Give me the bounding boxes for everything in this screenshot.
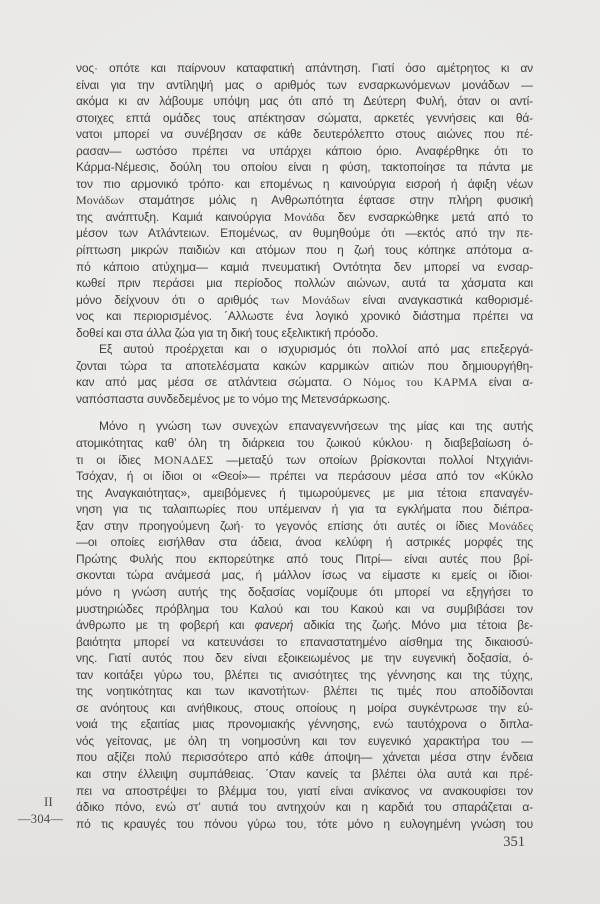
text-line bbox=[76, 601, 533, 618]
text-segment: ταν κοιτάξει γύρω του, βλέπει τις ανισότητες της γέννησης και της τύχης, bbox=[76, 667, 533, 682]
text-line bbox=[76, 567, 533, 584]
text-line bbox=[76, 60, 533, 77]
emphasis-serif: Μονάδων bbox=[76, 193, 125, 208]
text-line bbox=[76, 176, 533, 193]
text-segment: νατοι μπορεί να συνέβησαν σε κάθε δευτερόλεπτο στους αιώνες που πέ- bbox=[76, 127, 533, 142]
text-segment: βαιότητα μπορεί να κατευνάσει το επαναστατημένο αίσθημα της δικαιοσύ- bbox=[76, 634, 533, 649]
text-segment: πό κάποιο ατύχημα— καμιά πνευματική Οντότητα δεν μπορεί να ενσαρ- bbox=[76, 259, 533, 274]
text-line bbox=[76, 534, 533, 551]
text-line bbox=[76, 518, 533, 535]
text-line bbox=[76, 617, 533, 634]
text-segment: ακόμα κι αν λάβουμε υπόψη μας ότι από τη Δεύτερη Φυλή, όταν οι αντί- bbox=[76, 94, 533, 109]
text-line bbox=[76, 308, 533, 325]
text-segment: άνθρωπο με τη φοβερή και bbox=[76, 618, 255, 633]
text-line bbox=[76, 77, 533, 94]
text-line bbox=[76, 143, 533, 160]
text-line bbox=[76, 126, 533, 143]
text-block bbox=[76, 60, 533, 832]
text-line bbox=[76, 501, 533, 518]
paragraph bbox=[76, 418, 533, 832]
text-segment: της ανάπτυξη. Καμιά καινούργια bbox=[76, 209, 284, 224]
text-line bbox=[76, 418, 533, 435]
text-segment: κωθεί πριν περάσει μια περίοδος πολλών αιώνων, αυτά τα χάσματα και bbox=[76, 276, 533, 291]
text-line bbox=[76, 93, 533, 110]
text-segment: Τσόχαν, ή οι ίδιοι οι «Θεοί»— πρέπει να περάσουν μέσα από τον «Κύκλο bbox=[76, 469, 533, 484]
text-segment: Πρώτης Φυλής που εκπορεύτηκε από τους Πιτρί— είναι αυτές που βρί- bbox=[76, 551, 533, 566]
text-line bbox=[76, 452, 533, 469]
text-segment: σε ανόητους και ανήθικους, στους οποίους η μοίρα συγκέντρωσε την εύ- bbox=[76, 700, 533, 715]
text-line bbox=[76, 551, 533, 568]
text-line bbox=[76, 225, 533, 242]
text-line bbox=[76, 209, 533, 226]
emphasis-serif: Μονάδες bbox=[488, 518, 533, 533]
paragraph bbox=[76, 341, 533, 407]
text-line bbox=[76, 374, 533, 391]
text-line bbox=[76, 716, 533, 733]
emphasis-serif: ΜΟΝΑΔΕΣ bbox=[153, 452, 214, 467]
text-line bbox=[76, 766, 533, 783]
text-segment: —οι οποίες εισήλθαν στα άδεια, άνοα κελύφη ή αστρικές μορφές της bbox=[76, 535, 533, 550]
text-segment: ζονται τώρα τα αποτελέσματα κακών καρμικών αιτιών που δημιουργήθη- bbox=[76, 358, 533, 373]
text-line bbox=[76, 192, 533, 209]
text-segment: νης. Γιατί αυτός που δεν είναι εξοικειωμένος με την ευγενική δοξασία, ό- bbox=[76, 651, 533, 666]
text-line bbox=[76, 242, 533, 259]
text-segment: στοιχες επτά ομάδες τους απέκτησαν σώματα, αρκετές γεννήσεις και θά- bbox=[76, 110, 533, 125]
page-number: 351 bbox=[503, 834, 525, 850]
text-segment: σταμάτησε μόλις η Ανθρωπότητα έφτασε στην πλήρη φυσική bbox=[124, 193, 533, 208]
text-line bbox=[76, 275, 533, 292]
text-line bbox=[76, 325, 533, 342]
text-segment: τι οι ίδιες bbox=[76, 452, 154, 467]
text-segment: είναι α- bbox=[477, 375, 533, 390]
text-segment: ξαν στην προηγούμενη ζωή· το γεγονός επίσης ότι αυτές οι ίδιες bbox=[76, 518, 489, 533]
text-segment: Εξ αυτού προέρχεται και ο ισχυρισμός ότι πολλοί από μας επεξεργά- bbox=[99, 342, 533, 357]
paragraph bbox=[76, 60, 533, 341]
text-line bbox=[76, 292, 533, 309]
text-segment: ρασαν— ωστόσο πρέπει να υπάρχει κάποιο όριο. Αναφέρθηκε ότι το bbox=[76, 143, 533, 158]
text-segment: που αξίζει πολύ περισσότερο από κάθε άποψη— χάνεται μέσα στην ένδεια bbox=[76, 750, 533, 765]
text-line bbox=[76, 358, 533, 375]
text-segment: μόνο δείχνουν ότι ο αριθμός bbox=[76, 292, 271, 307]
text-segment: πει να αποστρέψει το βλέμμα του, γιατί είναι ανίκανος να ανακουφίσει τον bbox=[76, 783, 533, 798]
text-segment: μόνο η γνώση αυτής της δοξασίας νομίζουμε ότι μπορεί να εξηγήσει το bbox=[76, 584, 533, 599]
emphasis-italic: φανερή bbox=[254, 618, 294, 633]
text-line bbox=[76, 816, 533, 833]
text-line bbox=[76, 341, 533, 358]
text-line bbox=[76, 650, 533, 667]
text-segment: ρίπτωση μικρών παιδιών και ατόμων που η ζωή τους κόπηκε απότομα α- bbox=[76, 243, 533, 258]
text-segment: σκονται τώρα ανάμεσά μας, ή μάλλον ίσως να είμαστε κι εμείς οι ίδιοι· bbox=[76, 568, 533, 583]
text-segment: ατομικότητας καθ’ όλη τη διάρκεια του ζωικού κύκλου· η διαβεβαίωση ό- bbox=[76, 436, 533, 451]
text-segment: νός γείτονας, με όλη τη νοημοσύνη και τον ευγενικό χαρακτήρα του — bbox=[76, 733, 533, 748]
margin-note-volume: II bbox=[44, 794, 53, 809]
text-segment: δεν ενσαρκώθηκε μετά από το bbox=[324, 209, 533, 224]
text-segment: μυστηριώδες πρόβλημα του Καλού και του Κακού και να συμβιβάσει τον bbox=[76, 601, 533, 616]
emphasis-serif: των Μονάδων bbox=[270, 292, 350, 307]
text-line bbox=[76, 634, 533, 651]
text-segment: δοθεί και στα άλλα ζώα για τη δική τους εξελικτική πρόοδο. bbox=[76, 325, 379, 340]
text-segment: μέσον των Ατλάντειων. Επομένως, αν θυμηθούμε ότι —εκτός από την πε- bbox=[76, 226, 533, 241]
emphasis-serif: Ο Νόμος του ΚΑΡΜΑ bbox=[343, 375, 478, 390]
text-segment: της νοητικότητας και των ικανοτήτων· βλέπει τις τιμές που αποδίδονται bbox=[76, 684, 533, 699]
text-line bbox=[76, 700, 533, 717]
text-segment: —μεταξύ των οποίων βρίσκονται πολλοί Ντχγιάνι- bbox=[213, 452, 533, 467]
text-segment: νος και περιορισμένος. ΄Αλλωστε ένα λογικό χρονικό διάστημα πρέπει να bbox=[76, 309, 533, 324]
text-line bbox=[76, 435, 533, 452]
text-segment: είναι αναγκαστικά καθορισμέ- bbox=[349, 292, 533, 307]
text-segment: τον πιο αρμονικό τρόπο· και επομένως η καινούργια εισροή ή άφιξη νέων bbox=[76, 176, 533, 191]
text-segment: είναι για την αντίληψή μας ο αριθμός των ενσαρκωνόμενων μονάδων — bbox=[76, 77, 533, 92]
text-line bbox=[76, 110, 533, 127]
text-line bbox=[76, 584, 533, 601]
text-segment: Μόνο η γνώση των συνεχών επαναγεννήσεων της μίας και της αυτής bbox=[99, 419, 533, 434]
text-segment: Κάρμα-Νέμεσις, δούλη του οποίου είναι η φύση, τακτοποίησε τα πάντα με bbox=[76, 160, 533, 175]
text-line bbox=[76, 259, 533, 276]
text-segment: της Αναγκαιότητας», αμειβόμενες ή τιμωρούμενες με μια τέτοια επαναγέν- bbox=[76, 485, 533, 500]
text-segment: καν από μας μέσα σε ατλάντεια σώματα. bbox=[76, 375, 344, 390]
emphasis-serif: Μονάδα bbox=[283, 209, 325, 224]
text-line bbox=[76, 749, 533, 766]
text-line bbox=[76, 391, 533, 408]
margin-note-page-ref: —304— bbox=[18, 812, 64, 826]
text-segment: νηση για τις ταλαιπωρίες που υπέμειναν ή για τα εγκλήματα που διέπρα- bbox=[76, 502, 533, 517]
text-segment: νος· οπότε και παίρνουν καταφατική απάντηση. Γιατί όσο αμέτρητος κι αν bbox=[76, 61, 533, 75]
text-line bbox=[76, 733, 533, 750]
text-segment: νοιά της εξαιτίας μιας προνομιακής γέννησης, ενώ ταυτόχρονα ο διπλα- bbox=[76, 717, 533, 732]
text-line bbox=[76, 799, 533, 816]
text-line bbox=[76, 468, 533, 485]
text-line bbox=[76, 683, 533, 700]
text-segment: άδικο πόνο, ενώ στ’ αυτιά του αντηχούν και η καρδιά του σπαράζεται α- bbox=[76, 800, 533, 815]
text-line bbox=[76, 667, 533, 684]
text-line bbox=[76, 159, 533, 176]
text-segment: και στην έλλειψη συμπάθειας. ΄Οταν κανείς τα βλέπει όλα αυτά και πρέ- bbox=[76, 766, 533, 781]
text-segment: αδικία της ζωής. Μόνο μια τέτοια βε- bbox=[293, 618, 533, 633]
text-segment: ναπόσπαστα συνδεδεμένος με το νόμο της Μετενσάρκωσης. bbox=[76, 391, 391, 406]
text-segment: πό τις κραυγές του πόνου γύρω του, τότε μόνο η ευλογημένη γνώση του bbox=[76, 816, 533, 831]
text-line bbox=[76, 783, 533, 800]
text-line bbox=[76, 485, 533, 502]
